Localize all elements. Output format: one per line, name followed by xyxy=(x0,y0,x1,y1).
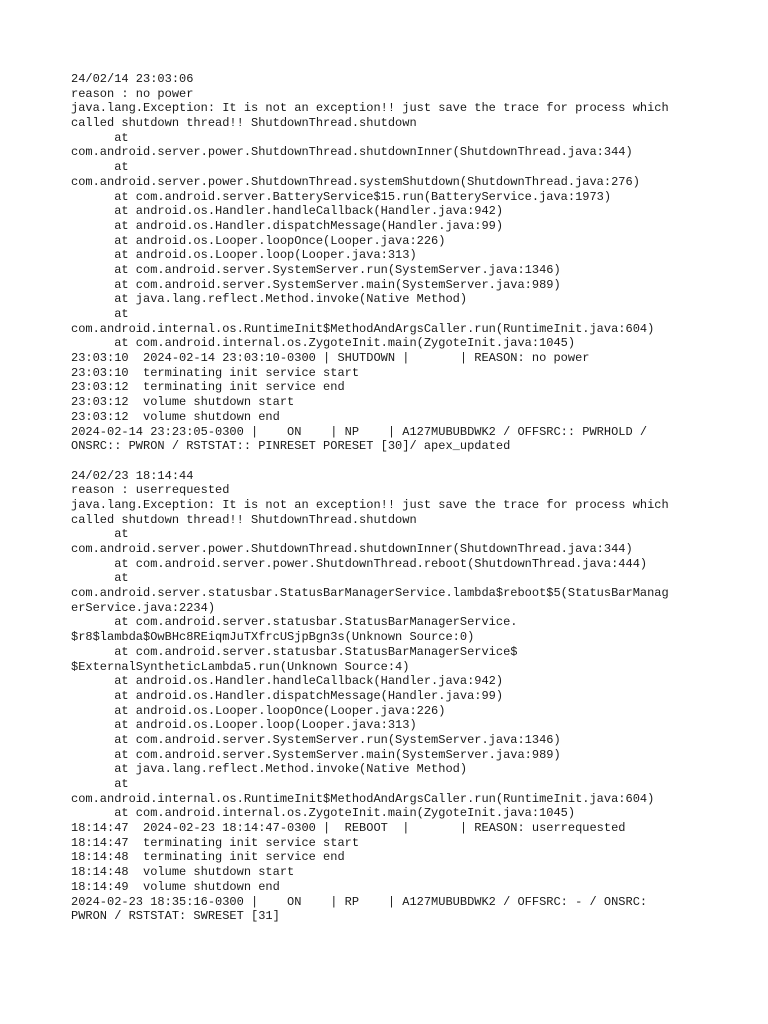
log-line: erService.java:2234) xyxy=(71,600,216,615)
log-line: 24/02/23 18:14:44 xyxy=(71,468,194,483)
log-line: 23:03:12 volume shutdown end xyxy=(71,409,280,424)
log-line: 23:03:10 terminating init service start xyxy=(71,365,360,380)
log-line: PWRON / RSTSTAT: SWRESET [31] xyxy=(71,909,280,924)
log-entry-1 xyxy=(71,72,711,454)
log-line: 18:14:49 volume shutdown end xyxy=(71,879,280,894)
log-line: at xyxy=(71,307,129,321)
log-line: at com.android.server.statusbar.StatusBarManagerService$ xyxy=(71,644,518,659)
log-line: at com.android.internal.os.ZygoteInit.main(ZygoteInit.java:1045) xyxy=(71,806,576,821)
log-line: at android.os.Looper.loop(Looper.java:313) xyxy=(71,718,417,733)
log-line: com.android.server.power.ShutdownThread.systemShutdown(ShutdownThread.java:276) xyxy=(71,174,640,189)
log-line: at android.os.Looper.loop(Looper.java:313) xyxy=(71,248,417,263)
log-line: at com.android.server.SystemServer.main(SystemServer.java:989) xyxy=(71,277,561,292)
log-line: at xyxy=(71,527,129,542)
log-line: com.android.server.statusbar.StatusBarManagerService.lambda$reboot$5(StatusBarManag xyxy=(71,586,669,601)
log-line: 2024-02-14 23:23:05-0300 | ON | NP | A127MUBUBDWK2 / OFFSRC:: PWRHOLD / xyxy=(71,424,648,439)
log-line: java.lang.Exception: It is not an exception!! just save the trace for process which xyxy=(71,101,669,116)
log-line: at com.android.server.SystemServer.run(SystemServer.java:1346) xyxy=(71,262,561,277)
log-line: at com.android.server.statusbar.StatusBarManagerService. xyxy=(71,615,518,630)
log-line: called shutdown thread!! ShutdownThread.shutdown xyxy=(71,512,417,527)
log-line: 18:14:47 terminating init service start xyxy=(71,835,360,850)
log-line: called shutdown thread!! ShutdownThread.shutdown xyxy=(71,116,417,131)
log-line: at android.os.Handler.dispatchMessage(Handler.java:99) xyxy=(71,218,504,233)
log-line: at android.os.Looper.loopOnce(Looper.java:226) xyxy=(71,233,446,248)
log-line: reason : userrequested xyxy=(71,483,230,498)
log-document xyxy=(71,72,711,939)
log-line: at android.os.Looper.loopOnce(Looper.java:226) xyxy=(71,703,446,718)
log-line: at com.android.server.SystemServer.run(SystemServer.java:1346) xyxy=(71,732,561,747)
log-line: 2024-02-23 18:35:16-0300 | ON | RP | A127MUBUBDWK2 / OFFSRC: - / ONSRC: xyxy=(71,894,648,909)
log-line: $r8$lambda$OwBHc8REiqmJuTXfrcUSjpBgn3s(Unknown Source:0) xyxy=(71,630,475,645)
log-line: 18:14:47 2024-02-23 18:14:47-0300 | REBOOT | | REASON: userrequested xyxy=(71,821,626,836)
log-line: $ExternalSyntheticLambda5.run(Unknown Source:4) xyxy=(71,659,410,674)
log-line: at xyxy=(71,130,129,145)
log-line: at xyxy=(71,160,129,175)
log-entry-2 xyxy=(71,469,711,924)
log-line: at com.android.server.SystemServer.main(SystemServer.java:989) xyxy=(71,747,561,762)
log-line: java.lang.Exception: It is not an exception!! just save the trace for process which xyxy=(71,497,669,512)
log-line: reason : no power xyxy=(71,86,194,101)
log-line: ONSRC:: PWRON / RSTSTAT:: PINRESET PORESET [30]/ apex_updated xyxy=(71,439,511,454)
log-line: 23:03:12 terminating init service end xyxy=(71,380,345,395)
log-line: at xyxy=(71,777,129,791)
log-line: at android.os.Handler.handleCallback(Handler.java:942) xyxy=(71,674,504,689)
log-line: at com.android.server.power.ShutdownThread.reboot(ShutdownThread.java:444) xyxy=(71,556,648,571)
log-line: com.android.internal.os.RuntimeInit$MethodAndArgsCaller.run(RuntimeInit.java:604) xyxy=(71,791,655,806)
log-line: 18:14:48 volume shutdown start xyxy=(71,865,295,880)
log-line: 23:03:12 volume shutdown start xyxy=(71,395,295,410)
log-line: 24/02/14 23:03:06 xyxy=(71,72,194,86)
log-line: at android.os.Handler.handleCallback(Handler.java:942) xyxy=(71,204,504,219)
log-line: com.android.internal.os.RuntimeInit$MethodAndArgsCaller.run(RuntimeInit.java:604) xyxy=(71,321,655,336)
log-line: at java.lang.reflect.Method.invoke(Native Method) xyxy=(71,762,468,777)
log-line: 23:03:10 2024-02-14 23:03:10-0300 | SHUTDOWN | | REASON: no power xyxy=(71,351,590,366)
log-line: com.android.server.power.ShutdownThread.shutdownInner(ShutdownThread.java:344) xyxy=(71,145,633,160)
log-line: at com.android.internal.os.ZygoteInit.main(ZygoteInit.java:1045) xyxy=(71,336,576,351)
log-line: 18:14:48 terminating init service end xyxy=(71,850,345,865)
log-line: at com.android.server.BatteryService$15.run(BatteryService.java:1973) xyxy=(71,189,612,204)
log-line: com.android.server.power.ShutdownThread.shutdownInner(ShutdownThread.java:344) xyxy=(71,542,633,556)
log-line: at java.lang.reflect.Method.invoke(Native Method) xyxy=(71,292,468,307)
log-line: at android.os.Handler.dispatchMessage(Handler.java:99) xyxy=(71,688,504,703)
log-line: at xyxy=(71,571,129,586)
